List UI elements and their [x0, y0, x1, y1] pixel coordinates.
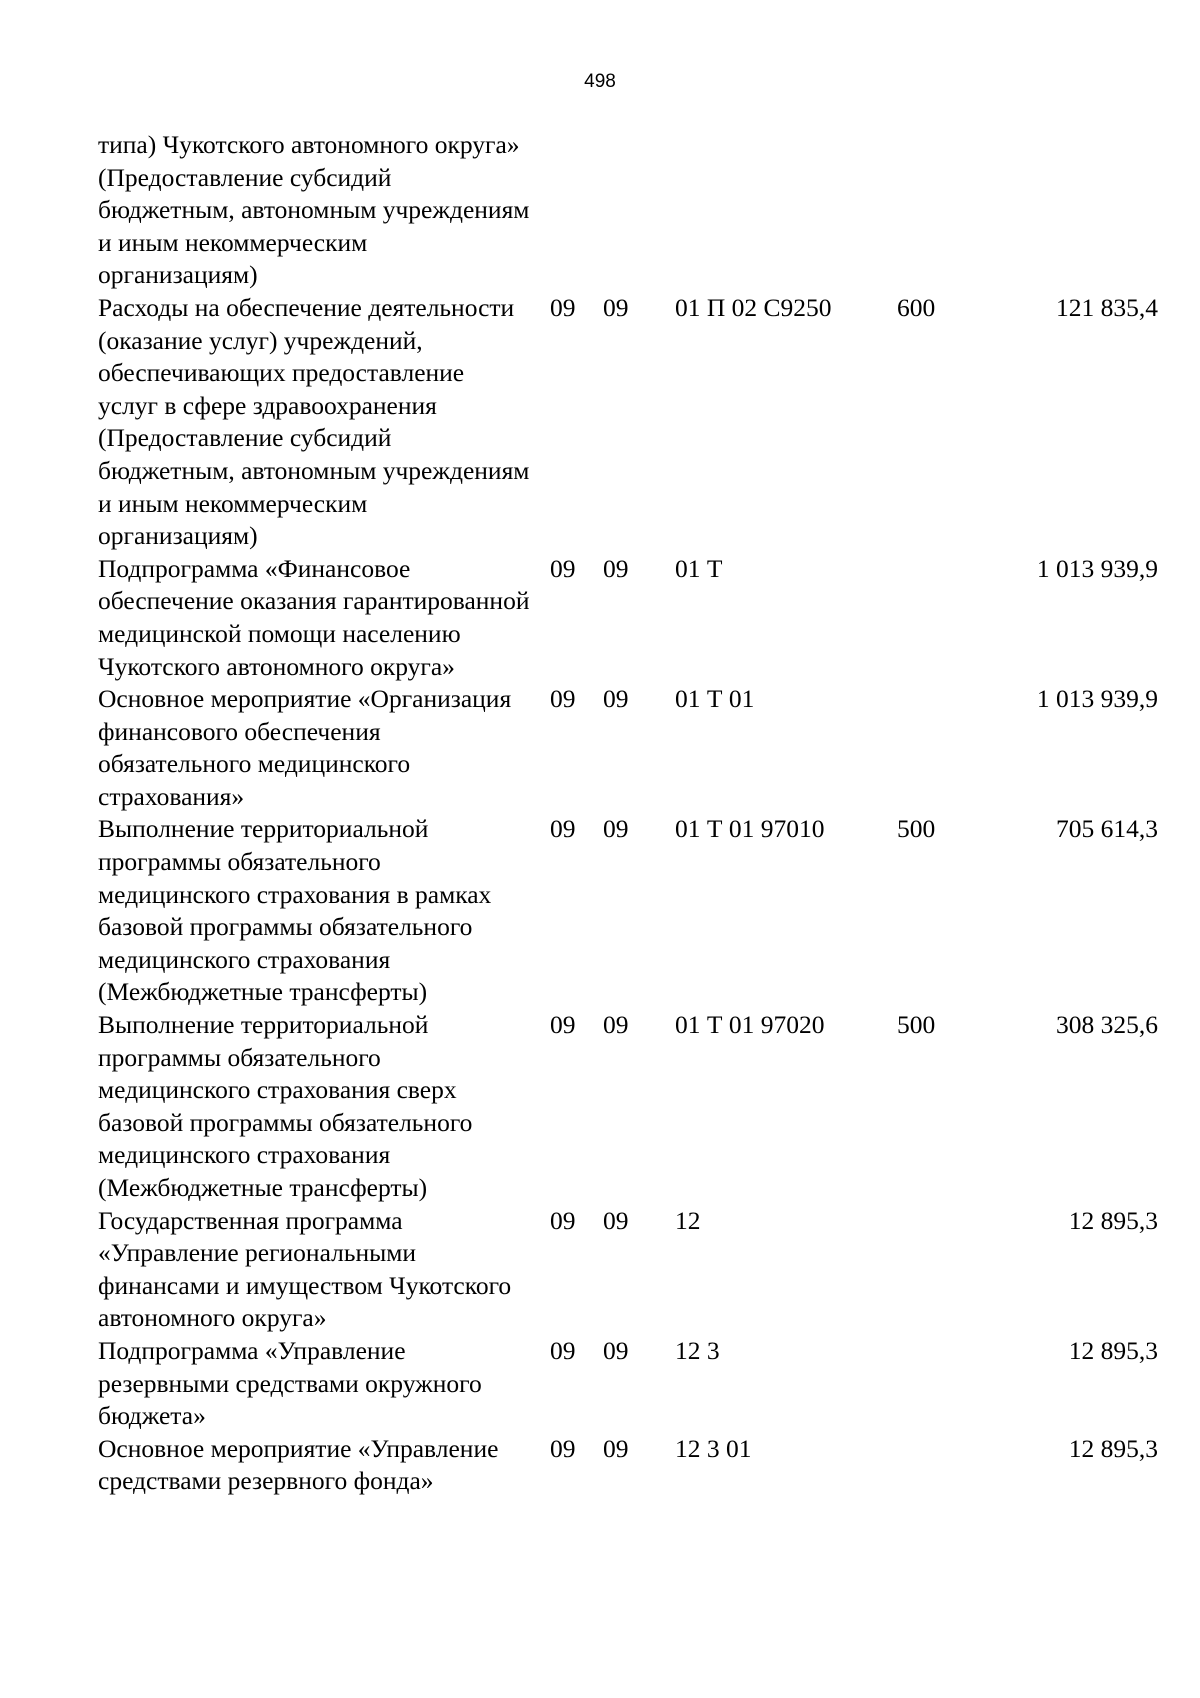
row-expense-type-code [897, 1335, 1007, 1433]
row-subsection-code: 09 [603, 292, 629, 322]
row-expense-type-code: 500 [897, 814, 936, 844]
row-name: Основное мероприятие «Организация финансового обеспечения обязательного медицинского страхования» [98, 684, 512, 811]
row-subsection-code: 09 [603, 1335, 629, 1365]
row-expense-type-code [897, 553, 1007, 683]
row-amount: 12 895,3 [1068, 1335, 1158, 1365]
row-amount: 1 013 939,9 [1036, 684, 1158, 714]
row-amount: 121 835,4 [1056, 292, 1158, 322]
row-target-article-code: 12 3 [675, 1335, 720, 1365]
row-amount: 12 895,3 [1068, 1433, 1158, 1463]
row-target-article-code: 01 Т 01 97020 [675, 1010, 825, 1040]
row-section-code: 09 [550, 1010, 576, 1040]
row-amount: 12 895,3 [1068, 1205, 1158, 1235]
row-name: Подпрограмма «Управление резервными средствами окружного бюджета» [98, 1335, 482, 1431]
row-subsection-code: 09 [603, 553, 629, 583]
table-row [98, 1335, 1158, 1433]
row-section-code: 09 [550, 814, 576, 844]
row-name: Выполнение территориальной программы обязательного медицинского страхования в рамках базовой программы обязательного медицинского страхования (Межбюджетные трансферты) [98, 814, 492, 1007]
table-row [98, 683, 1158, 813]
table-row [98, 292, 1158, 553]
row-expense-type-code [897, 1433, 1007, 1498]
row-target-article-code [667, 129, 897, 292]
table-row [98, 1205, 1158, 1335]
row-target-article-code: 01 П 02 С9250 [675, 292, 832, 322]
row-target-article-code: 01 Т 01 97010 [675, 814, 825, 844]
row-section-code: 09 [550, 292, 576, 322]
row-name: Подпрограмма «Финансовое обеспечение оказания гарантированной медицинской помощи населению Чукотского автономного округа» [98, 553, 530, 681]
row-name: Выполнение территориальной программы обязательного медицинского страхования сверх базовой программы обязательного медицинского страхования (Межбюджетные трансферты) [98, 1010, 473, 1202]
row-target-article-code: 01 Т [675, 553, 723, 583]
row-amount: 308 325,6 [1056, 1010, 1158, 1040]
row-subsection-code: 09 [603, 1010, 629, 1040]
row-section-code [538, 129, 595, 292]
row-expense-type-code [897, 129, 1007, 292]
row-section-code: 09 [550, 1335, 576, 1365]
budget-table [98, 129, 1158, 1498]
row-subsection-code: 09 [603, 684, 629, 714]
row-subsection-code: 09 [603, 814, 629, 844]
row-target-article-code: 01 Т 01 [675, 684, 755, 714]
row-subsection-code: 09 [603, 1433, 629, 1463]
row-target-article-code: 12 3 01 [675, 1433, 752, 1463]
row-section-code: 09 [550, 1205, 576, 1235]
row-subsection-code [595, 129, 667, 292]
row-subsection-code: 09 [603, 1205, 629, 1235]
row-section-code: 09 [550, 1433, 576, 1463]
row-expense-type-code [897, 1205, 1007, 1335]
page-number: 498 [584, 71, 616, 92]
row-section-code: 09 [550, 553, 576, 583]
table-row [98, 129, 1158, 292]
row-expense-type-code: 500 [897, 1010, 936, 1040]
row-amount: 705 614,3 [1056, 814, 1158, 844]
row-name: Основное мероприятие «Управление средствами резервного фонда» [98, 1433, 499, 1496]
table-row [98, 553, 1158, 683]
row-expense-type-code: 600 [897, 292, 936, 322]
row-name: типа) Чукотского автономного округа» (Предоставление субсидий бюджетным, автономным учреждениям и иным некоммерческим организациям) [98, 130, 530, 290]
row-amount: 1 013 939,9 [1036, 553, 1158, 583]
row-amount [1007, 129, 1158, 292]
table-row [98, 1009, 1158, 1205]
row-name: Государственная программа «Управление региональными финансами и имуществом Чукотского автономного округа» [98, 1205, 512, 1333]
row-section-code: 09 [550, 684, 576, 714]
row-target-article-code: 12 [675, 1205, 701, 1235]
table-row [98, 813, 1158, 1009]
row-expense-type-code [897, 683, 1007, 813]
table-row [98, 1433, 1158, 1498]
row-name: Расходы на обеспечение деятельности (оказание услуг) учреждений, обеспечивающих предоставление услуг в сфере здравоохранения (Предоставление субсидий бюджетным, автономным учреждениям и иным некоммерческим организациям) [98, 292, 530, 551]
